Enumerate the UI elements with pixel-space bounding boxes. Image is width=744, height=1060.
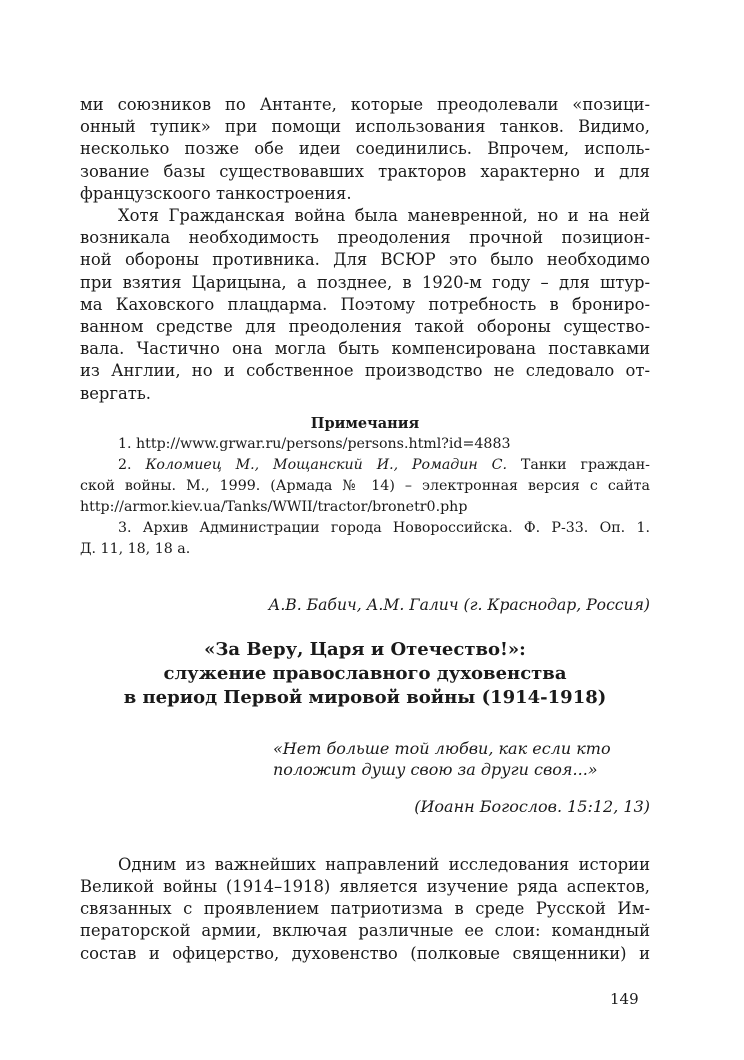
note-2-title: Танки граждан- xyxy=(520,456,650,473)
epigraph-line: положит душу свою за други своя...» xyxy=(273,759,598,779)
text-line: из Англии, но и собственное производство не следовало от- xyxy=(80,361,650,381)
note-1 xyxy=(80,434,650,455)
text-line: зование базы существовавших тракторов характерно и для xyxy=(80,161,650,181)
article-title xyxy=(80,638,650,710)
text-line: возникала необходимость преодоления прочной позицион- xyxy=(80,228,650,248)
paragraph-3 xyxy=(80,854,650,965)
text-line: связанных с проявлением патриотизма в среде Русской Им- xyxy=(80,899,650,919)
note-2-number: 2. xyxy=(118,456,132,473)
title-line: в период Первой мировой войны (1914-1918) xyxy=(123,686,607,708)
text-line: вергать. xyxy=(80,383,151,403)
text-line: французскоого танкостроения. xyxy=(80,183,352,203)
text-line: Великой войны (1914–1918) является изучение ряда аспектов, xyxy=(80,877,650,897)
note-3 xyxy=(80,518,650,560)
epigraph xyxy=(273,738,650,780)
note-1-text: 1. http://www.grwar.ru/persons/persons.html?id=4883 xyxy=(118,435,511,452)
note-2-authors: Коломиец М., Мощанский И., Ромадин С. xyxy=(145,456,508,473)
note-3-line-2: Д. 11, 18, 18 а. xyxy=(80,540,191,557)
note-2-line-2: ской войны. М., 1999. (Армада № 14) – электронная версия с сайта xyxy=(80,477,650,494)
notes-heading: Примечания xyxy=(310,414,420,432)
text-line: Хотя Гражданская война была маневренной, но и на ней xyxy=(118,206,650,226)
paragraph-2 xyxy=(80,205,650,405)
text-line: Одним из важнейших направлений исследования истории xyxy=(118,854,650,874)
text-line: состав и офицерство, духовенство (полковые священники) и xyxy=(80,943,650,963)
note-2-url: http://armor.kiev.ua/Tanks/WWII/tractor/bronetr0.php xyxy=(80,498,468,515)
article-authors: А.В. Бабич, А.М. Галич (г. Краснодар, Россия) xyxy=(268,595,650,614)
text-line: ми союзников по Антанте, которые преодолевали «позици- xyxy=(80,95,650,114)
page-body xyxy=(80,94,650,965)
note-2 xyxy=(80,455,650,518)
title-line: «За Веру, Царя и Отечество!»: xyxy=(204,638,526,660)
epigraph-line: «Нет больше той любви, как если кто xyxy=(273,738,611,758)
paragraph-1 xyxy=(80,94,650,205)
epigraph-source: (Иоанн Богослов. 15:12, 13) xyxy=(414,796,650,816)
text-line: при взятия Царицына, а позднее, в 1920-м году – для штур- xyxy=(80,272,650,292)
title-line: служение православного духовенства xyxy=(163,662,567,684)
text-line: ператорской армии, включая различные ее слои: командный xyxy=(80,921,650,941)
note-3-line-1: 3. Архив Администрации города Новороссийска. Ф. Р-33. Оп. 1. xyxy=(118,519,650,536)
text-line: несколько позже обе идеи соединились. Впрочем, исполь- xyxy=(80,139,650,159)
text-line: ной обороны противника. Для ВСЮР это было необходимо xyxy=(80,250,650,270)
text-line: ма Каховского плацдарма. Поэтому потребность в брониро- xyxy=(80,294,650,314)
text-line: ванном средстве для преодоления такой обороны существо- xyxy=(80,317,650,337)
page-number: 149 xyxy=(610,990,639,1008)
text-line: онный тупик» при помощи использования танков. Видимо, xyxy=(80,117,650,137)
text-line: вала. Частично она могла быть компенсирована поставками xyxy=(80,339,650,359)
note-2-line-1 xyxy=(80,455,650,476)
